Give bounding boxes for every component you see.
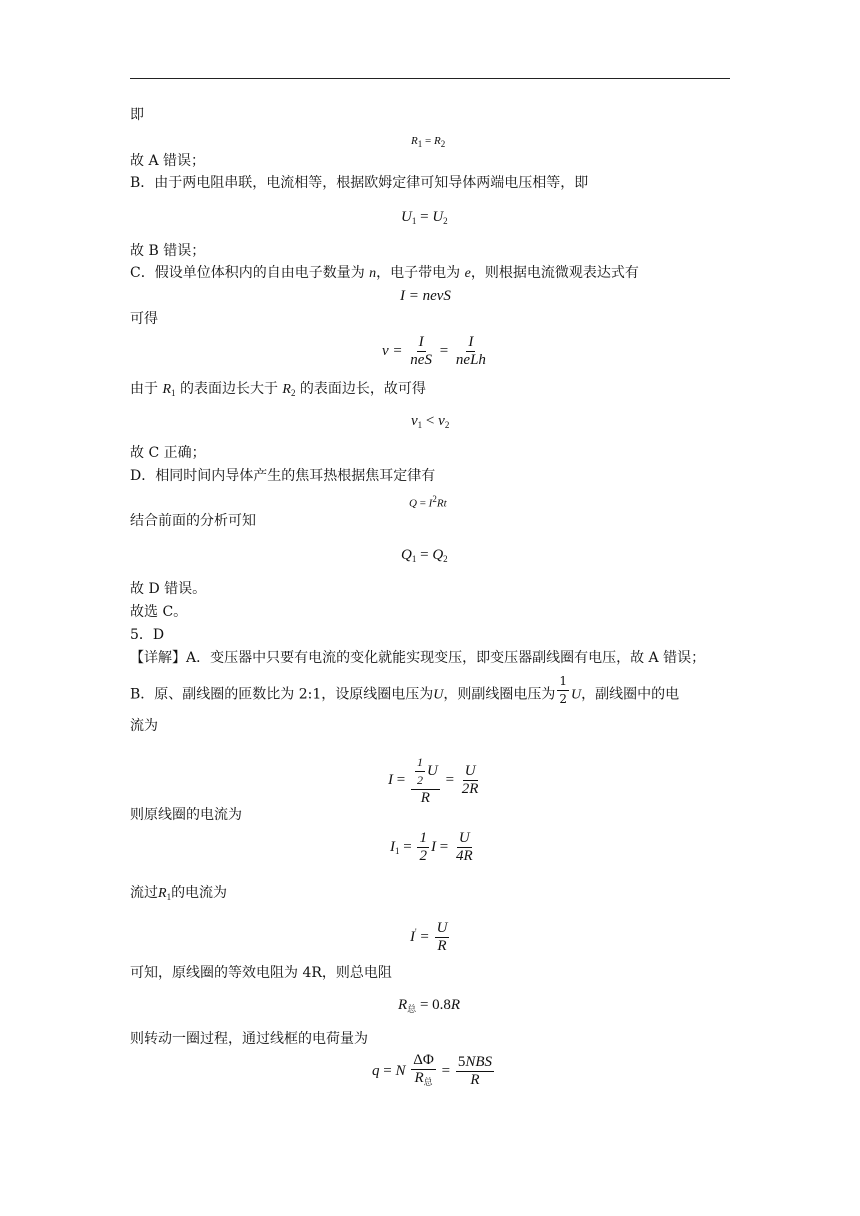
formula-secondary-current: I = $\frac{1}{2}$ U R = $\frac{U}{2R}$ — [388, 755, 479, 806]
text-line: 由于 $R_1$ 的表面边长大于 $R_2$ 的表面边长，故可得 — [130, 381, 426, 398]
formula-u1-eq-u2: $U_1 = U_2$ — [401, 209, 448, 226]
text-line: 故 C 正确； — [130, 445, 206, 461]
text-line: 流为 — [130, 718, 158, 734]
formula-charge: q = N $\frac{\Delta\Phi}{R_总}$ = $\frac{\text{5NBS}}{R}$ — [372, 1052, 492, 1088]
text-line: B．原、副线圈的匝数比为 2:1，设原线圈电压为U，则副线圈电压为 $\frac{1}{2}$ U，副线圈中的电 — [130, 674, 680, 706]
text-line: 故 D 错误。 — [130, 581, 207, 597]
question-number: 5．D — [130, 627, 165, 643]
text-line: 可得 — [130, 311, 158, 327]
text-line: B．由于两电阻串联，电流相等，根据欧姆定律可知导体两端电压相等，即 — [130, 175, 589, 191]
text-line: 故选 C。 — [130, 604, 188, 620]
text-line: 流过$R_1$的电流为 — [130, 885, 228, 902]
text-line: 则原线圈的电流为 — [130, 807, 242, 823]
text-line: C．假设单位体积内的自由电子数量为 n，电子带电为 e，则根据电流微观表达式有 — [130, 265, 639, 281]
formula-joule-law: $Q = I^2Rt$ — [409, 494, 447, 510]
formula-q1-eq-q2: $Q_1 = Q_2$ — [401, 547, 448, 564]
text-line: 即 — [130, 107, 144, 123]
formula-v1-lt-v2: $v_1 < v_2$ — [411, 413, 450, 430]
formula-r1-current: I' = $\frac{U}{R}$ — [410, 920, 448, 954]
formula-primary-current: $I_1$ = $\frac{1}{2}$ I = $\frac{U}{4R}$ — [390, 830, 473, 864]
text-line: 可知，原线圈的等效电阻为 4R，则总电阻 — [130, 965, 392, 981]
formula-current-micro: I = nevS — [400, 288, 451, 304]
text-line: 故 A 错误； — [130, 153, 206, 169]
text-line: D．相同时间内导体产生的焦耳热根据焦耳定律有 — [130, 468, 436, 484]
text-line: 故 B 错误； — [130, 243, 206, 259]
text-line: 则转动一圈过程，通过线框的电荷量为 — [130, 1031, 368, 1047]
formula-total-resistance: $R_总 = 0.8R$ — [398, 997, 461, 1014]
header-rule — [130, 78, 730, 79]
text-line: 【详解】A．变压器中只要有电流的变化就能实现变压，即变压器副线圈有电压，故 A 错误； — [130, 650, 706, 666]
formula-r1-eq-r2: $R_1 = R_2$ — [411, 135, 446, 149]
formula-drift-velocity: v = $\frac{I}{\text{neS}}$ = $\frac{I}{\text{neLh}}$ — [382, 334, 486, 368]
text-line: 结合前面的分析可知 — [130, 513, 256, 529]
